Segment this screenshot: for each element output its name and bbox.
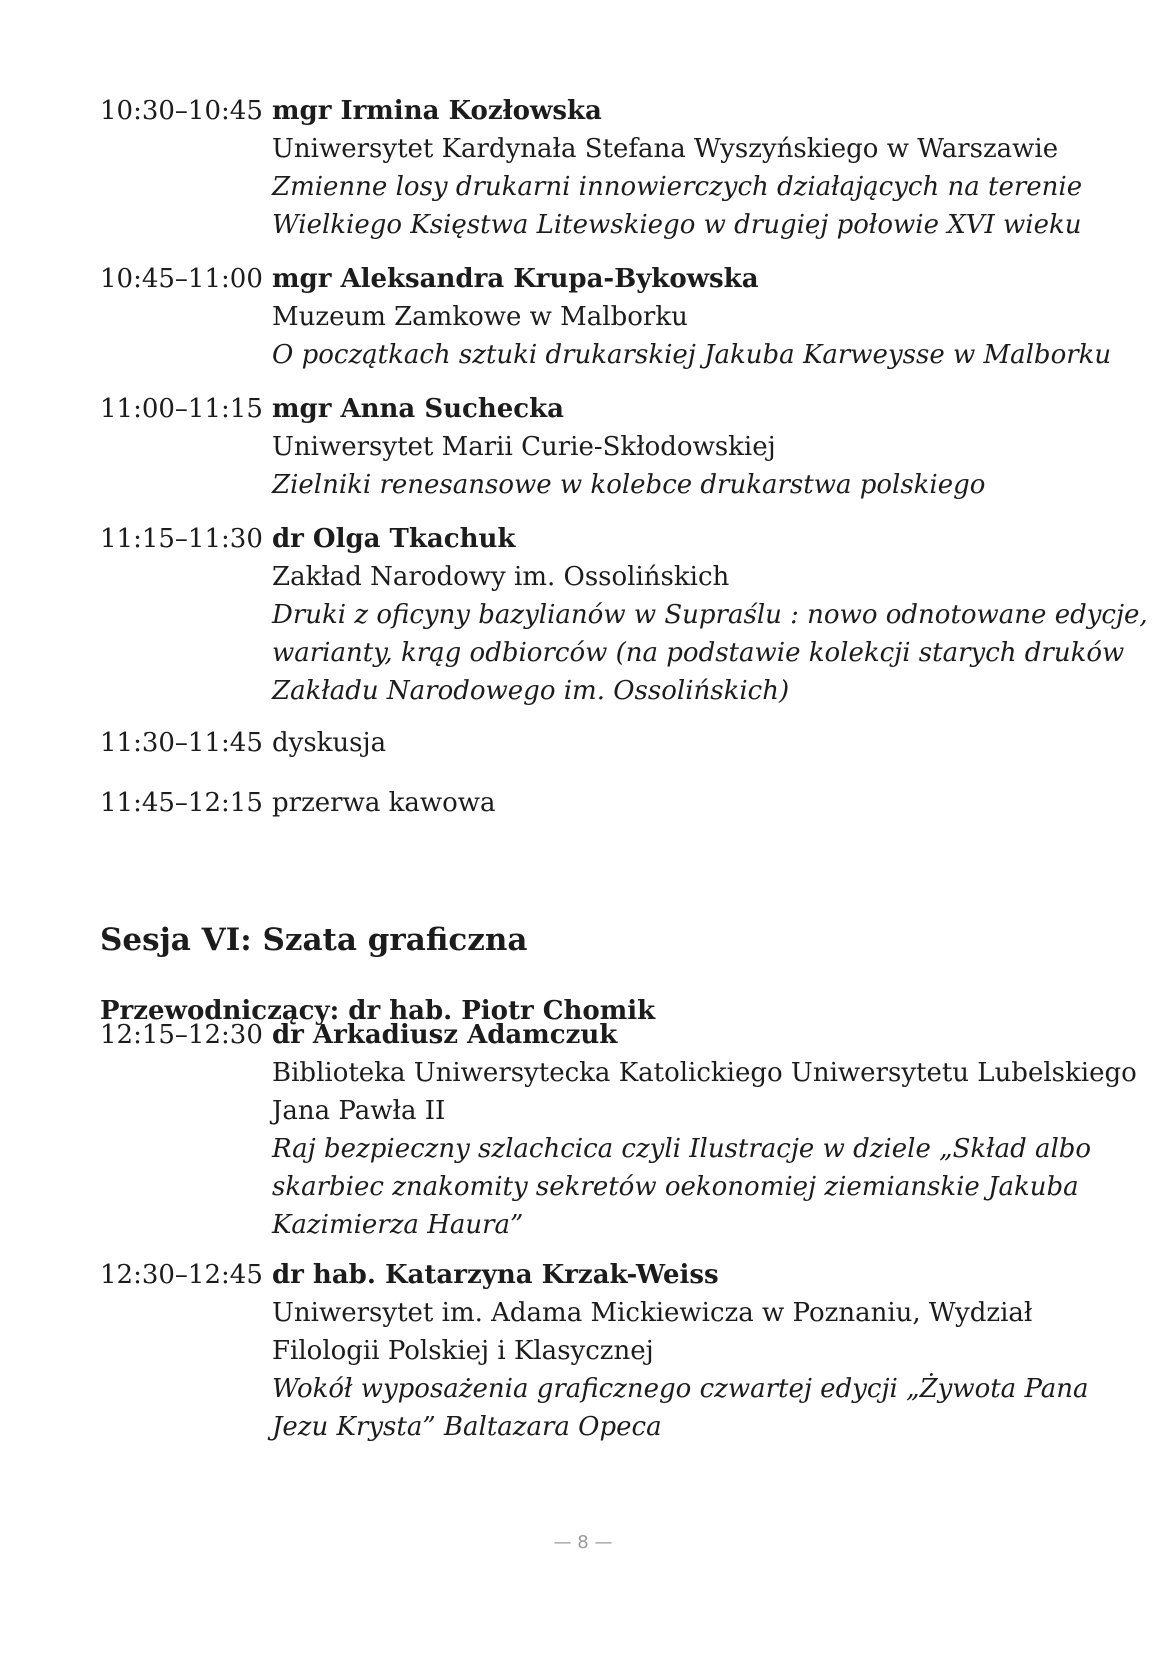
speaker-name: mgr Irmina Kozłowska (272, 96, 602, 126)
speaker-affiliation: Uniwersytet im. Adama Mickiewicza w Poznaniu, Wydział (272, 1298, 1033, 1328)
session-chair: Przewodniczący: dr hab. Piotr Chomik (100, 996, 656, 1026)
entry-time: 11:45–12:15 (100, 788, 263, 818)
page-number: — 8 — (553, 1532, 613, 1553)
speaker-affiliation: Muzeum Zamkowe w Malborku (272, 302, 688, 332)
entry-body (272, 260, 1112, 374)
entry-time: 10:30–10:45 (100, 96, 263, 126)
entry-body (272, 520, 1148, 710)
speaker-name: dr Olga Tkachuk (272, 524, 516, 554)
entry-body (272, 390, 1072, 504)
entry-body (272, 1016, 1137, 1244)
speaker-affiliation: Filologii Polskiej i Klasycznej (272, 1336, 654, 1366)
talk-title: Druki z oficyny bazylianów w Supraślu : nowo odnotowane edycje, (272, 600, 1148, 630)
speaker-affiliation: Uniwersytet Marii Curie-Skłodowskiej (272, 432, 776, 462)
talk-title: Wielkiego Księstwa Litewskiego w drugiej połowie XVI wieku (272, 210, 1082, 240)
entry-body (272, 784, 1072, 822)
entry-body (272, 724, 1072, 762)
speaker-affiliation: Biblioteka Uniwersytecka Katolickiego Uniwersytetu Lubelskiego (272, 1058, 1137, 1088)
speaker-affiliation: Jana Pawła II (272, 1096, 446, 1126)
talk-title: Zakładu Narodowego im. Ossolińskich) (272, 676, 790, 706)
talk-title: Kazimierza Haura” (272, 1210, 524, 1240)
talk-title: Zmienne losy drukarni innowierczych działających na terenie (272, 172, 1083, 202)
entry-body (272, 92, 1083, 244)
speaker-name: dr Arkadiusz Adamczuk (272, 1020, 618, 1050)
entry-time: 11:30–11:45 (100, 728, 263, 758)
entry-time: 11:15–11:30 (100, 524, 263, 554)
entry-time: 12:30–12:45 (100, 1260, 263, 1290)
entry-time: 12:15–12:30 (100, 1020, 263, 1050)
talk-title: warianty, krąg odbiorców (na podstawie kolekcji starych druków (272, 638, 1125, 668)
talk-title: skarbiec znakomity sekretów oekonomiej ziemianskie Jakuba (272, 1172, 1079, 1202)
talk-title: Jezu Krysta” Baltazara Opeca (272, 1412, 662, 1442)
talk-title: O początkach sztuki drukarskiej Jakuba Karweysse w Malborku (272, 340, 1112, 370)
speaker-name: dr hab. Katarzyna Krzak-Weiss (272, 1260, 719, 1290)
break-label: dyskusja (272, 728, 387, 758)
entry-time: 11:00–11:15 (100, 394, 263, 424)
entry-body (272, 1256, 1089, 1446)
speaker-affiliation: Uniwersytet Kardynała Stefana Wyszyńskiego w Warszawie (272, 134, 1059, 164)
break-label: przerwa kawowa (272, 788, 496, 818)
talk-title: Zielniki renesansowe w kolebce drukarstwa polskiego (272, 470, 986, 500)
entry-time: 10:45–11:00 (100, 264, 263, 294)
talk-title: Raj bezpieczny szlachcica czyli Ilustracje w dziele „Skład albo (272, 1134, 1092, 1164)
speaker-affiliation: Zakład Narodowy im. Ossolińskich (272, 562, 730, 592)
speaker-name: mgr Anna Suchecka (272, 394, 564, 424)
talk-title: Wokół wyposażenia graficznego czwartej edycji „Żywota Pana (272, 1374, 1089, 1404)
session-heading: Sesja VI: Szata graficzna (100, 922, 528, 958)
speaker-name: mgr Aleksandra Krupa-Bykowska (272, 264, 759, 294)
